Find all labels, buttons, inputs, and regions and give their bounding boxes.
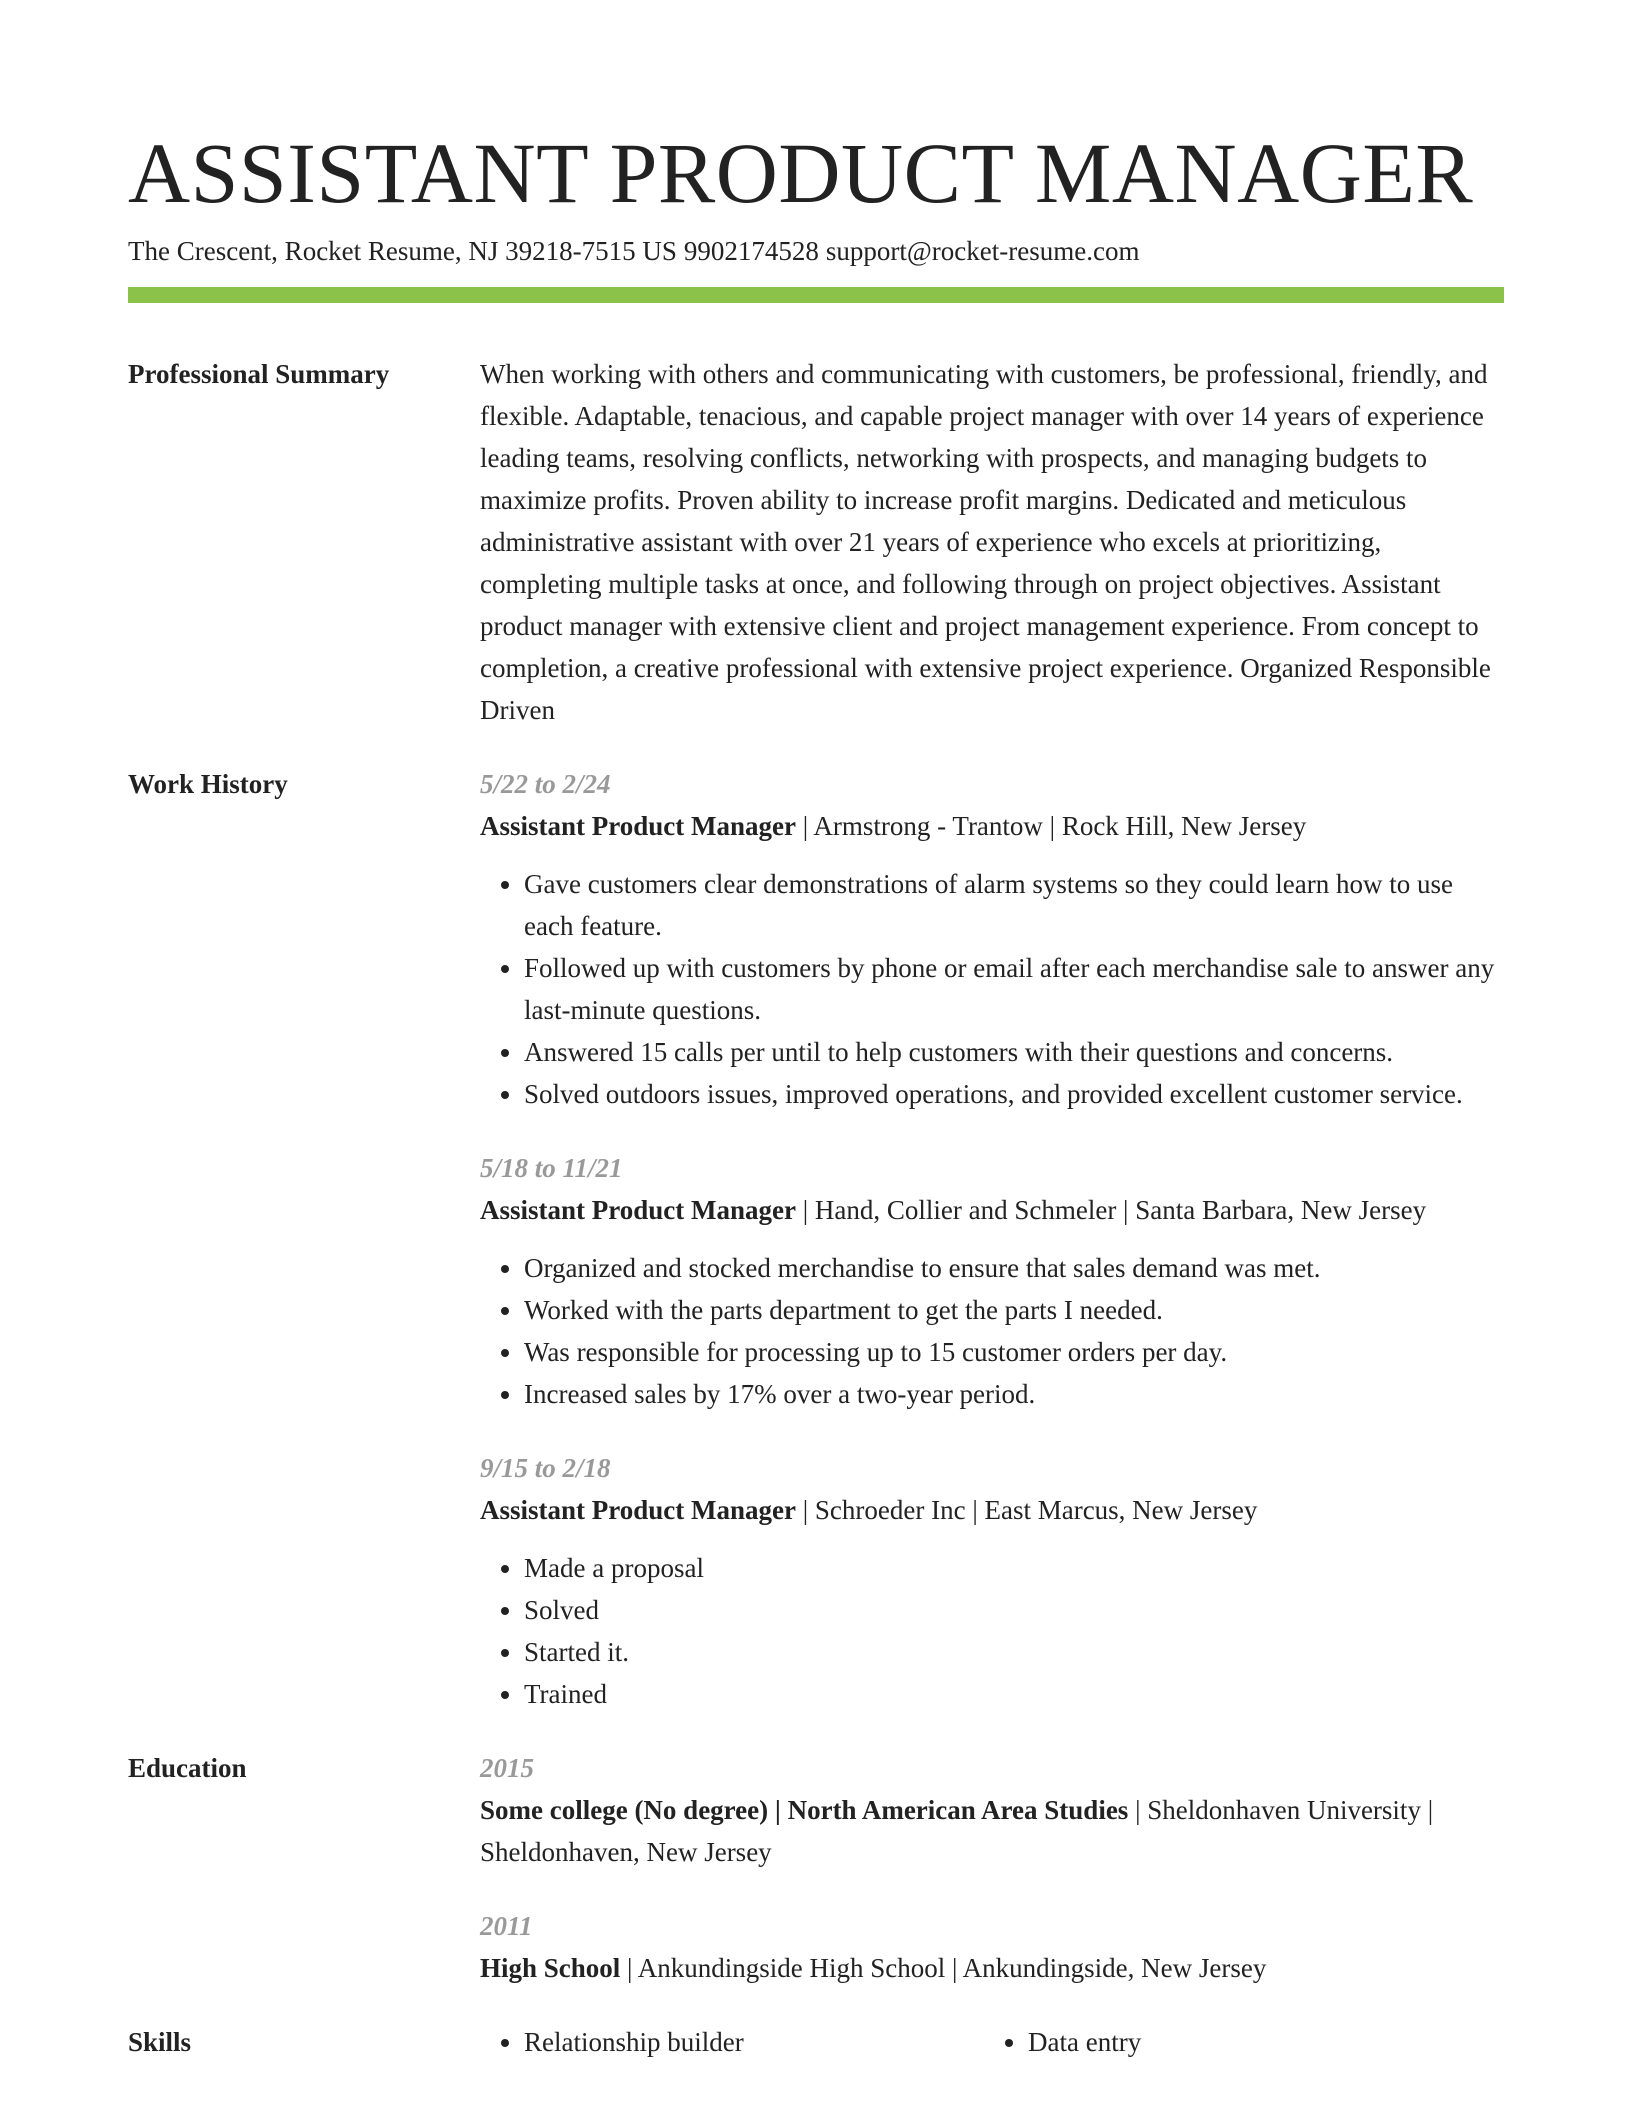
work-history-body [480,763,1504,1715]
job-details: | Hand, Collier and Schmeler | Santa Barbara, New Jersey [795,1195,1427,1225]
education-title: Education [128,1753,247,1783]
list-item: • Made a proposal [524,1547,1504,1589]
list-item: • Increased sales by 17% over a two-year period. [524,1373,1504,1415]
job-dates: 5/22 to 2/24 [480,769,611,799]
work-history-section [128,763,1504,1715]
list-item: • Answered 15 calls per until to help customers with their questions and concerns. [524,1031,1504,1073]
school-line [480,1789,1504,1873]
job-role: Assistant Product Manager [480,811,796,841]
job-details: | Schroeder Inc | East Marcus, New Jersey [795,1495,1258,1525]
job-bullets [480,863,1504,1115]
school-degree: High School [480,1953,621,1983]
contact-address: The Crescent, Rocket Resume, NJ 39218-7515 US [128,236,677,266]
list-item: • Solved [524,1589,1504,1631]
contact-email: support@rocket-resume.com [825,236,1140,266]
job-entry [480,763,1504,1115]
education-body [480,1747,1504,1989]
job-dates: 5/18 to 11/21 [480,1153,623,1183]
job-dates: 9/15 to 2/18 [480,1453,611,1483]
job-bullets [480,1247,1504,1415]
contact-phone: 9902174528 [683,236,819,266]
summary-title: Professional Summary [128,359,390,389]
school-year: 2011 [480,1911,533,1941]
job-role: Assistant Product Manager [480,1195,796,1225]
list-item: • Worked with the parts department to get the parts I needed. [524,1289,1504,1331]
school-details: | Sheldonhaven University | Sheldonhaven, New Jersey [480,1795,1434,1867]
list-item: • Organized and stocked merchandise to ensure that sales demand was met. [524,1247,1504,1289]
skills-list-left [480,2021,984,2063]
job-role-line [480,805,1504,847]
header-divider [128,287,1504,303]
school-year: 2015 [480,1753,534,1783]
skills-title: Skills [128,2027,192,2057]
job-role-line [480,1489,1504,1531]
work-history-title: Work History [128,769,288,799]
skills-body [480,2021,1504,2063]
summary-text: When working with others and communicating with customers, be professional, friendly, and flexible. Adaptable, tenacious, and capable project manager with over 14 years of experience leading teams, resolving conflicts, networking with prospects, and managing budgets to maximize profits. Proven ability to increase profit margins. Dedicated and meticulous administrative assistant with over 21 years of experience who excels at prioritizing, completing multiple tasks at once, and following through on project objectives. Assistant product manager with extensive client and project management experience. From concept to completion, a creative professional with extensive project experience. Organized Responsible Driven [480,359,1491,725]
list-item: • Solved outdoors issues, improved operations, and provided excellent customer service. [524,1073,1504,1115]
school-details: | Ankundingside High School | Ankundingside, New Jersey [620,1953,1267,1983]
list-item: • Gave customers clear demonstrations of alarm systems so they could learn how to use each feature. [524,863,1504,947]
education-section [128,1747,1504,1989]
job-details: | Armstrong - Trantow | Rock Hill, New Jersey [795,811,1307,841]
skills-list-right [984,2021,1488,2063]
job-bullets [480,1547,1504,1715]
job-entry [480,1447,1504,1715]
school-entry [480,1905,1504,1989]
job-entry [480,1147,1504,1415]
resume-name: ASSISTANT PRODUCT MANAGER [128,125,1474,221]
job-role: Assistant Product Manager [480,1495,796,1525]
list-item: • Trained [524,1673,1504,1715]
list-item: • Data entry [1028,2021,1488,2063]
job-role-line [480,1189,1504,1231]
summary-section [128,353,1504,731]
contact-line [128,236,1504,267]
skills-section [128,2021,1504,2063]
school-line [480,1947,1504,1989]
list-item: • Was responsible for processing up to 15 customer orders per day. [524,1331,1504,1373]
school-degree: Some college (No degree) | North American Area Studies [480,1795,1129,1825]
list-item: • Started it. [524,1631,1504,1673]
school-entry [480,1747,1504,1873]
list-item: • Followed up with customers by phone or email after each merchandise sale to answer any last-minute questions. [524,947,1504,1031]
list-item: • Relationship builder [524,2021,984,2063]
